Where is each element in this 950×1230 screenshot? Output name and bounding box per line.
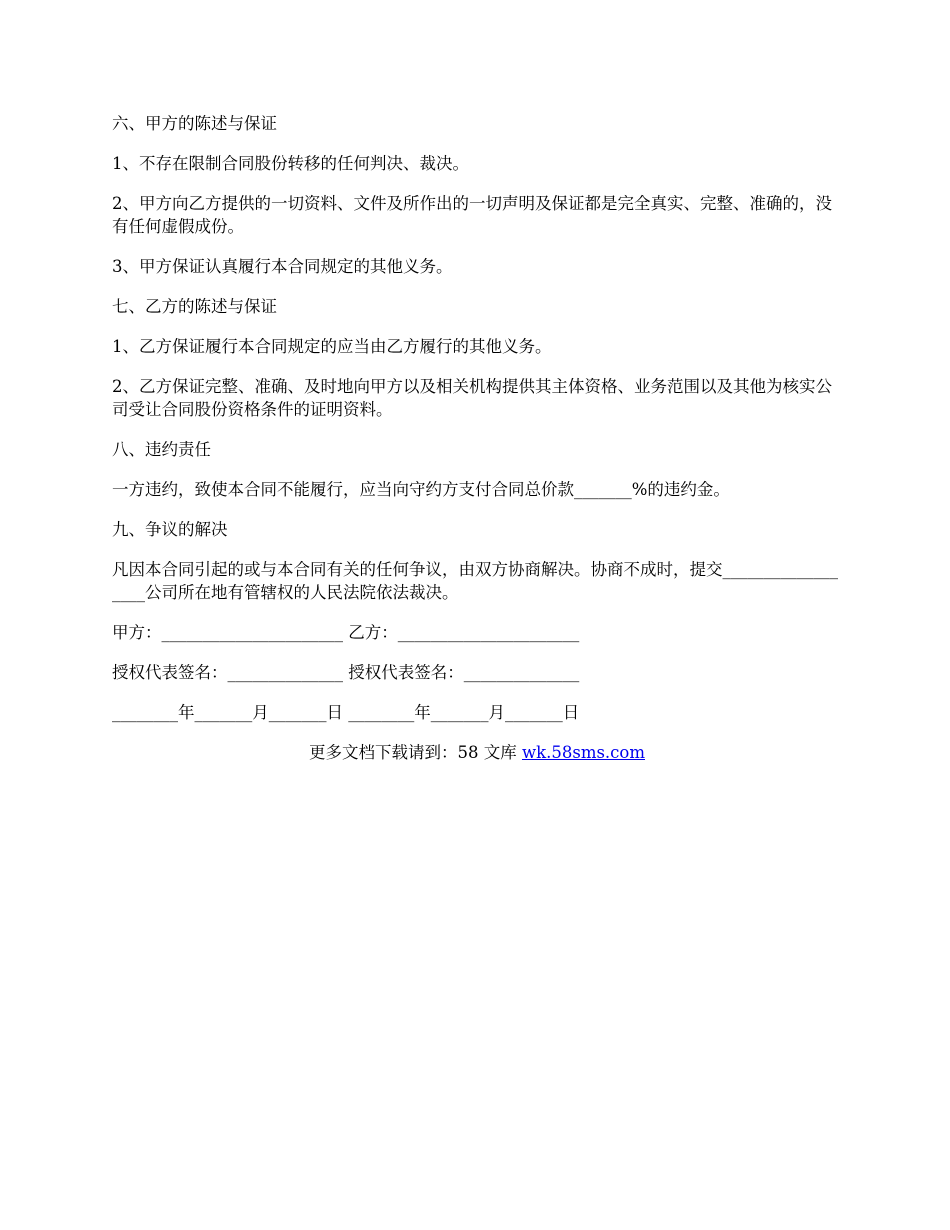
clause-6-1: 1、不存在限制合同股份转移的任何判决、裁决。 (112, 154, 469, 173)
clause-6-3: 3、甲方保证认真履行本合同规定的其他义务。 (112, 257, 453, 276)
document-page (112, 112, 842, 764)
clause-7-2: 2、乙方保证完整、准确、及时地向甲方以及相关机构提供其主体资格、业务范围以及其他为核实公司受让合同股份资格条件的证明资料。 (112, 377, 832, 419)
party-signature-line: 甲方：______________________ 乙方：______________________ (112, 623, 580, 642)
representative-signature-line: 授权代表签名：______________ 授权代表签名：______________ (112, 663, 580, 682)
footer (112, 741, 842, 764)
clause-8: 一方违约，致使本合同不能履行，应当向守约方支付合同总价款_______%的违约金。 (112, 480, 730, 499)
clause-6-2: 2、甲方向乙方提供的一切资料、文件及所作出的一切声明及保证都是完全真实、完整、准确的，没有任何虚假成份。 (112, 194, 832, 236)
footer-text: 更多文档下载请到：58 文库 (308, 743, 522, 762)
section-heading-9: 九、争议的解决 (112, 520, 228, 539)
section-heading-8: 八、违约责任 (112, 440, 211, 459)
date-line: ________年_______月_______日 ________年_______月_______日 (112, 703, 580, 722)
clause-7-1: 1、乙方保证履行本合同规定的应当由乙方履行的其他义务。 (112, 337, 552, 356)
footer-link[interactable]: wk.58sms.com (521, 743, 645, 762)
section-heading-7: 七、乙方的陈述与保证 (112, 297, 277, 316)
section-heading-6: 六、甲方的陈述与保证 (112, 114, 277, 133)
clause-9: 凡因本合同引起的或与本合同有关的任何争议，由双方协商解决。协商不成时，提交__________________公司所在地有管辖权的人民法院依法裁决。 (112, 560, 838, 602)
